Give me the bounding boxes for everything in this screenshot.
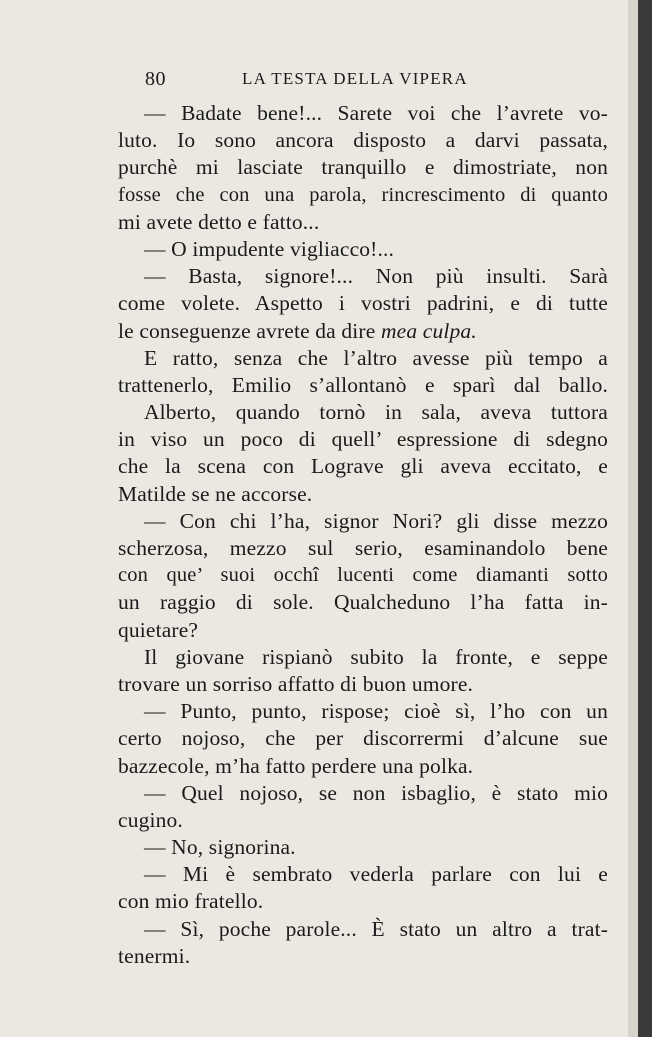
text-line: — Mi è sembrato vederla parlare con lui e	[144, 862, 608, 887]
text-line: purchè mi lasciate tranquillo e dimostriate, non	[118, 155, 608, 180]
text-line: come volete. Aspetto i vostri padrini, e di tutte	[118, 291, 608, 316]
page-number: 80	[145, 68, 166, 90]
text-line: luto. Io sono ancora disposto a darvi passata,	[118, 128, 608, 153]
text-line: cugino.	[118, 807, 183, 832]
text-line: con que’ suoi occhî lucenti come diamanti sotto	[118, 564, 608, 587]
text-line: Alberto, quando tornò in sala, aveva tuttora	[144, 400, 608, 425]
text-line: Matilde se ne accorse.	[118, 481, 313, 506]
text-line: — Basta, signore!... Non più insulti. Sarà	[144, 264, 608, 289]
text-line: — Sì, poche parole... È stato un altro a trat-	[144, 916, 608, 941]
text-line: certo nojoso, che per discorrermi d’alcune sue	[118, 726, 608, 751]
text-line: trovare un sorriso affatto di buon umore.	[118, 671, 474, 696]
text-line	[118, 318, 608, 345]
text-line: — No, signorina.	[144, 835, 296, 860]
text-line: un raggio di sole. Qualcheduno l’ha fatta in-	[118, 590, 608, 615]
text-line: — Badate bene!... Sarete voi che l’avrete vo-	[144, 101, 608, 125]
text-line: mi avete detto e fatto...	[118, 209, 320, 234]
italic-phrase: mea culpa.	[380, 318, 477, 343]
text-line: bazzecole, m’ha fatto perdere una polka.	[118, 753, 474, 778]
text-line-part: le conseguenze avrete da dire	[118, 318, 376, 343]
text-line: in viso un poco di quell’ espressione di sdegno	[118, 427, 608, 452]
text-line: fosse che con una parola, rincrescimento di quanto	[118, 183, 608, 206]
text-line: con mio fratello.	[118, 889, 264, 914]
text-line: — Punto, punto, rispose; cioè sì, l’ho con un	[144, 699, 608, 724]
text-line: trattenerlo, Emilio s’allontanò e sparì dal ballo.	[118, 372, 608, 397]
text-line: Il giovane rispianò subito la fronte, e seppe	[144, 644, 608, 669]
body-text	[118, 100, 608, 970]
text-line: quietare?	[118, 617, 199, 642]
text-line: — Con chi l’ha, signor Nori? gli disse mezzo	[144, 508, 608, 533]
binding-edge	[638, 0, 652, 1037]
text-line: — Quel nojoso, se non isbaglio, è stato mio	[144, 780, 608, 805]
running-head	[145, 68, 485, 92]
text-line: — O impudente vigliacco!...	[144, 236, 395, 261]
text-line: scherzosa, mezzo sul serio, esaminandolo bene	[118, 536, 608, 560]
running-title: LA TESTA DELLA VIPERA	[242, 69, 468, 88]
text-line: tenermi.	[118, 943, 191, 968]
text-line: che la scena con Lograve gli aveva eccitato, e	[118, 454, 608, 479]
text-line: E ratto, senza che l’altro avesse più tempo a	[144, 345, 608, 370]
binding-shadow	[628, 0, 638, 1037]
